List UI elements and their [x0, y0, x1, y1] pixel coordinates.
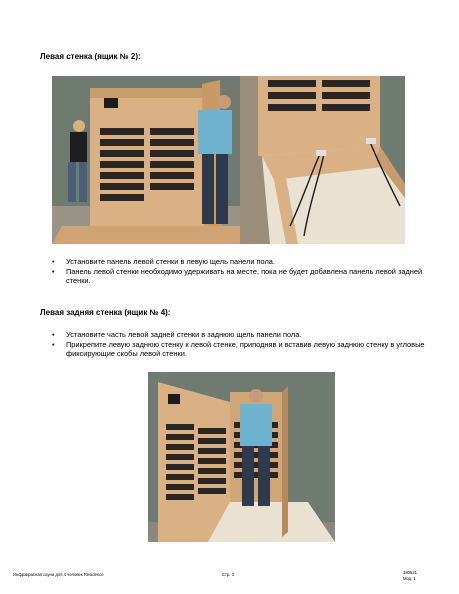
section-title-left-back-wall: Левая задняя стенка (ящик № 4): — [40, 308, 171, 317]
footer-page-number: Стр. 3 — [222, 572, 234, 577]
photo-left-wall-closeup — [240, 76, 405, 244]
footer-revision: Мод. 1 — [403, 576, 416, 581]
photo-closeup-illustration — [240, 76, 405, 244]
footer-product-name: Инфракрасная сауна для 4 человек Residence — [13, 572, 104, 577]
photo-left-back-wall-install — [148, 372, 335, 542]
photo-left-wall-illustration — [52, 76, 240, 244]
footer-doc-code: 180521 — [403, 570, 417, 575]
list-item: • Установите панель левой стенки в левую щель панели пола. — [49, 257, 429, 267]
section1-bullet-list — [49, 257, 429, 286]
list-item: • Панель левой стенки необходимо удерживать на месте, пока не будет добавлена панель левой задней стенки. — [49, 267, 429, 286]
section-title-left-wall: Левая стенка (ящик № 2): — [40, 52, 141, 61]
photo-left-wall-install — [52, 76, 240, 244]
photo-back-wall-illustration — [148, 372, 335, 542]
list-item: • Прикрепите левую заднюю стенку к левой стенке, приподняв и вставив левую заднюю стенку в угловые фиксирующие скобы левой стенки. — [49, 340, 434, 359]
list-item: • Установите часть левой задней стенки в заднюю щель панели пола. — [49, 330, 434, 340]
section2-bullet-list — [49, 330, 434, 359]
